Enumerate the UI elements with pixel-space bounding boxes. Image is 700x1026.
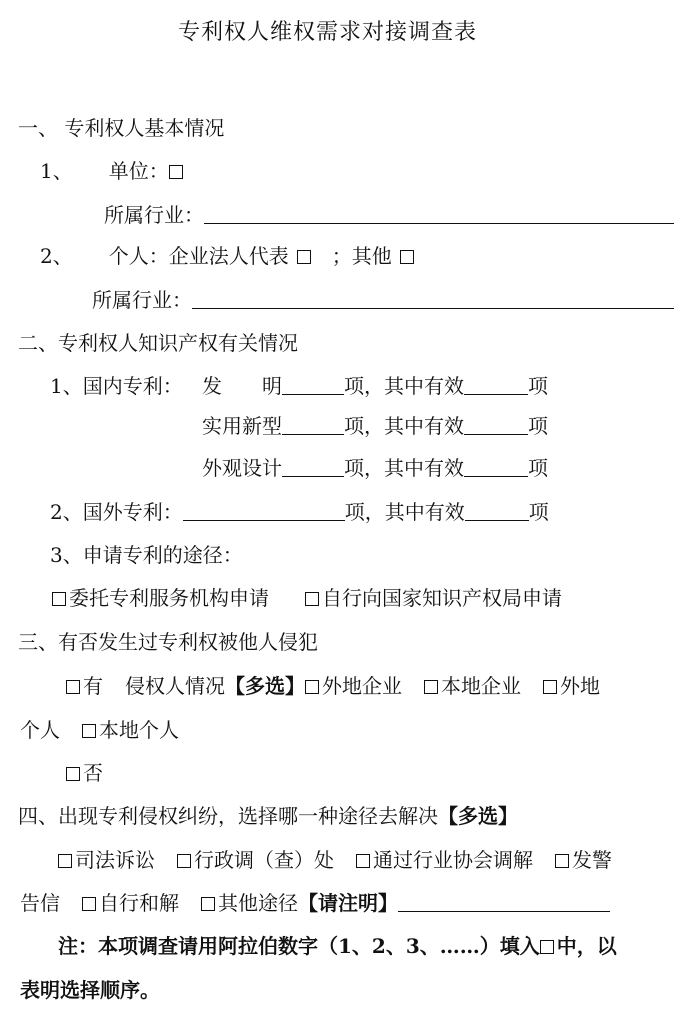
person-industry-row (92, 290, 674, 310)
foreign-item-text: 项，其中有效 (344, 500, 465, 524)
foreign-row (50, 502, 549, 522)
other-route-label: 其他途径 (218, 891, 298, 915)
design-count-field[interactable] (282, 458, 344, 477)
infringer-continuation-row (20, 720, 179, 740)
invention-label: 发 明 (202, 374, 282, 398)
person-number: 2、 (40, 244, 73, 268)
domestic-label: 1、国内专利： (50, 374, 183, 398)
infringer-local-individual-label: 本地个人 (99, 718, 179, 742)
resolution-row-1 (58, 850, 612, 870)
invention-valid-field[interactable] (464, 376, 528, 395)
route-self-checkbox[interactable] (305, 592, 319, 606)
unit-row (40, 161, 186, 181)
infringer-outside-individual-label-a: 外地 (560, 674, 600, 698)
route-self-label: 自行向国家知识产权局申请 (322, 586, 562, 610)
section-1-heading: 一、 专利权人基本情况 (18, 116, 225, 140)
unit-industry-field[interactable] (204, 205, 674, 224)
route-agency-checkbox[interactable] (52, 592, 66, 606)
note-box-glyph (540, 940, 554, 954)
infringer-label: 侵权人情况 (125, 674, 225, 698)
unit-number: 1、 (40, 159, 73, 183)
utility-count-field[interactable] (282, 416, 344, 435)
design-item-end: 项 (528, 456, 548, 480)
legal-rep-checkbox[interactable] (297, 250, 311, 264)
unit-industry-row (104, 205, 674, 225)
note-text-a: 注：本项调查请用阿拉伯数字（1、2、3、……）填入 (58, 934, 540, 958)
infringer-outside-individual-label-b: 个人 (20, 718, 60, 742)
route-label: 3、申请专利的途径： (50, 543, 243, 567)
invention-item-end: 项 (528, 374, 548, 398)
utility-item-end: 项 (528, 414, 548, 438)
person-industry-field[interactable] (192, 290, 674, 309)
foreign-label: 2、国外专利： (50, 500, 183, 524)
association-checkbox[interactable] (356, 854, 370, 868)
judicial-label: 司法诉讼 (75, 848, 155, 872)
administrative-checkbox[interactable] (177, 854, 191, 868)
design-row (202, 458, 548, 478)
warning-letter-checkbox[interactable] (555, 854, 569, 868)
design-valid-field[interactable] (464, 458, 528, 477)
route-options-row (52, 588, 562, 608)
infringer-multi-note: 【多选】 (225, 674, 305, 698)
section-2-heading: 二、专利权人知识产权有关情况 (18, 331, 298, 355)
warning-letter-label-a: 发警 (572, 848, 612, 872)
infringed-yes-row (66, 676, 600, 696)
resolution-row-2 (20, 893, 610, 913)
infringed-yes-checkbox[interactable] (66, 680, 80, 694)
other-route-checkbox[interactable] (201, 897, 215, 911)
section-4-multi-note: 【多选】 (438, 804, 518, 828)
settlement-checkbox[interactable] (82, 897, 96, 911)
infringed-no-row (66, 763, 103, 783)
infringed-yes-label: 有 (83, 674, 103, 698)
invention-row (202, 376, 548, 396)
note-text-b: 中，以 (556, 934, 617, 958)
person-label: 个人：企业法人代表 (108, 244, 289, 268)
infringer-outside-individual-checkbox[interactable] (543, 680, 557, 694)
other-checkbox[interactable] (400, 250, 414, 264)
utility-row (202, 416, 548, 436)
infringer-local-company-label: 本地企业 (441, 674, 521, 698)
note-line-2: 表明选择顺序。 (20, 978, 160, 1002)
infringed-no-checkbox[interactable] (66, 767, 80, 781)
document-title: 专利权人维权需求对接调查表 (178, 20, 478, 45)
foreign-valid-field[interactable] (465, 502, 529, 521)
infringer-outside-company-checkbox[interactable] (305, 680, 319, 694)
design-item-text: 项，其中有效 (344, 456, 464, 480)
infringer-local-company-checkbox[interactable] (424, 680, 438, 694)
administrative-label: 行政调（查）处 (194, 848, 334, 872)
judicial-checkbox[interactable] (58, 854, 72, 868)
unit-checkbox[interactable] (169, 165, 183, 179)
person-other-label: ；其他 (331, 244, 392, 268)
invention-count-field[interactable] (282, 376, 344, 395)
infringer-outside-company-label: 外地企业 (322, 674, 402, 698)
utility-label: 实用新型 (202, 414, 282, 438)
association-label: 通过行业协会调解 (373, 848, 533, 872)
unit-label: 单位： (108, 159, 169, 183)
other-route-field[interactable] (398, 893, 610, 912)
design-label: 外观设计 (202, 456, 282, 480)
utility-valid-field[interactable] (464, 416, 528, 435)
person-industry-label: 所属行业： (92, 288, 192, 312)
note-line-1 (58, 936, 617, 956)
settlement-label: 自行和解 (99, 891, 179, 915)
section-4-heading-row (18, 806, 518, 826)
unit-industry-label: 所属行业： (104, 203, 204, 227)
invention-item-text: 项，其中有效 (344, 374, 464, 398)
specify-note: 【请注明】 (298, 891, 398, 915)
utility-item-text: 项，其中有效 (344, 414, 464, 438)
section-3-heading: 三、有否发生过专利权被他人侵犯 (18, 630, 318, 654)
foreign-item-end: 项 (528, 500, 549, 524)
infringer-local-individual-checkbox[interactable] (82, 724, 96, 738)
warning-letter-label-b: 告信 (20, 891, 60, 915)
route-agency-label: 委托专利服务机构申请 (69, 586, 269, 610)
infringed-no-label: 否 (83, 761, 103, 785)
person-row (40, 246, 417, 266)
foreign-count-field[interactable] (183, 502, 345, 521)
section-4-heading: 四、出现专利侵权纠纷，选择哪一种途径去解决 (18, 804, 438, 828)
